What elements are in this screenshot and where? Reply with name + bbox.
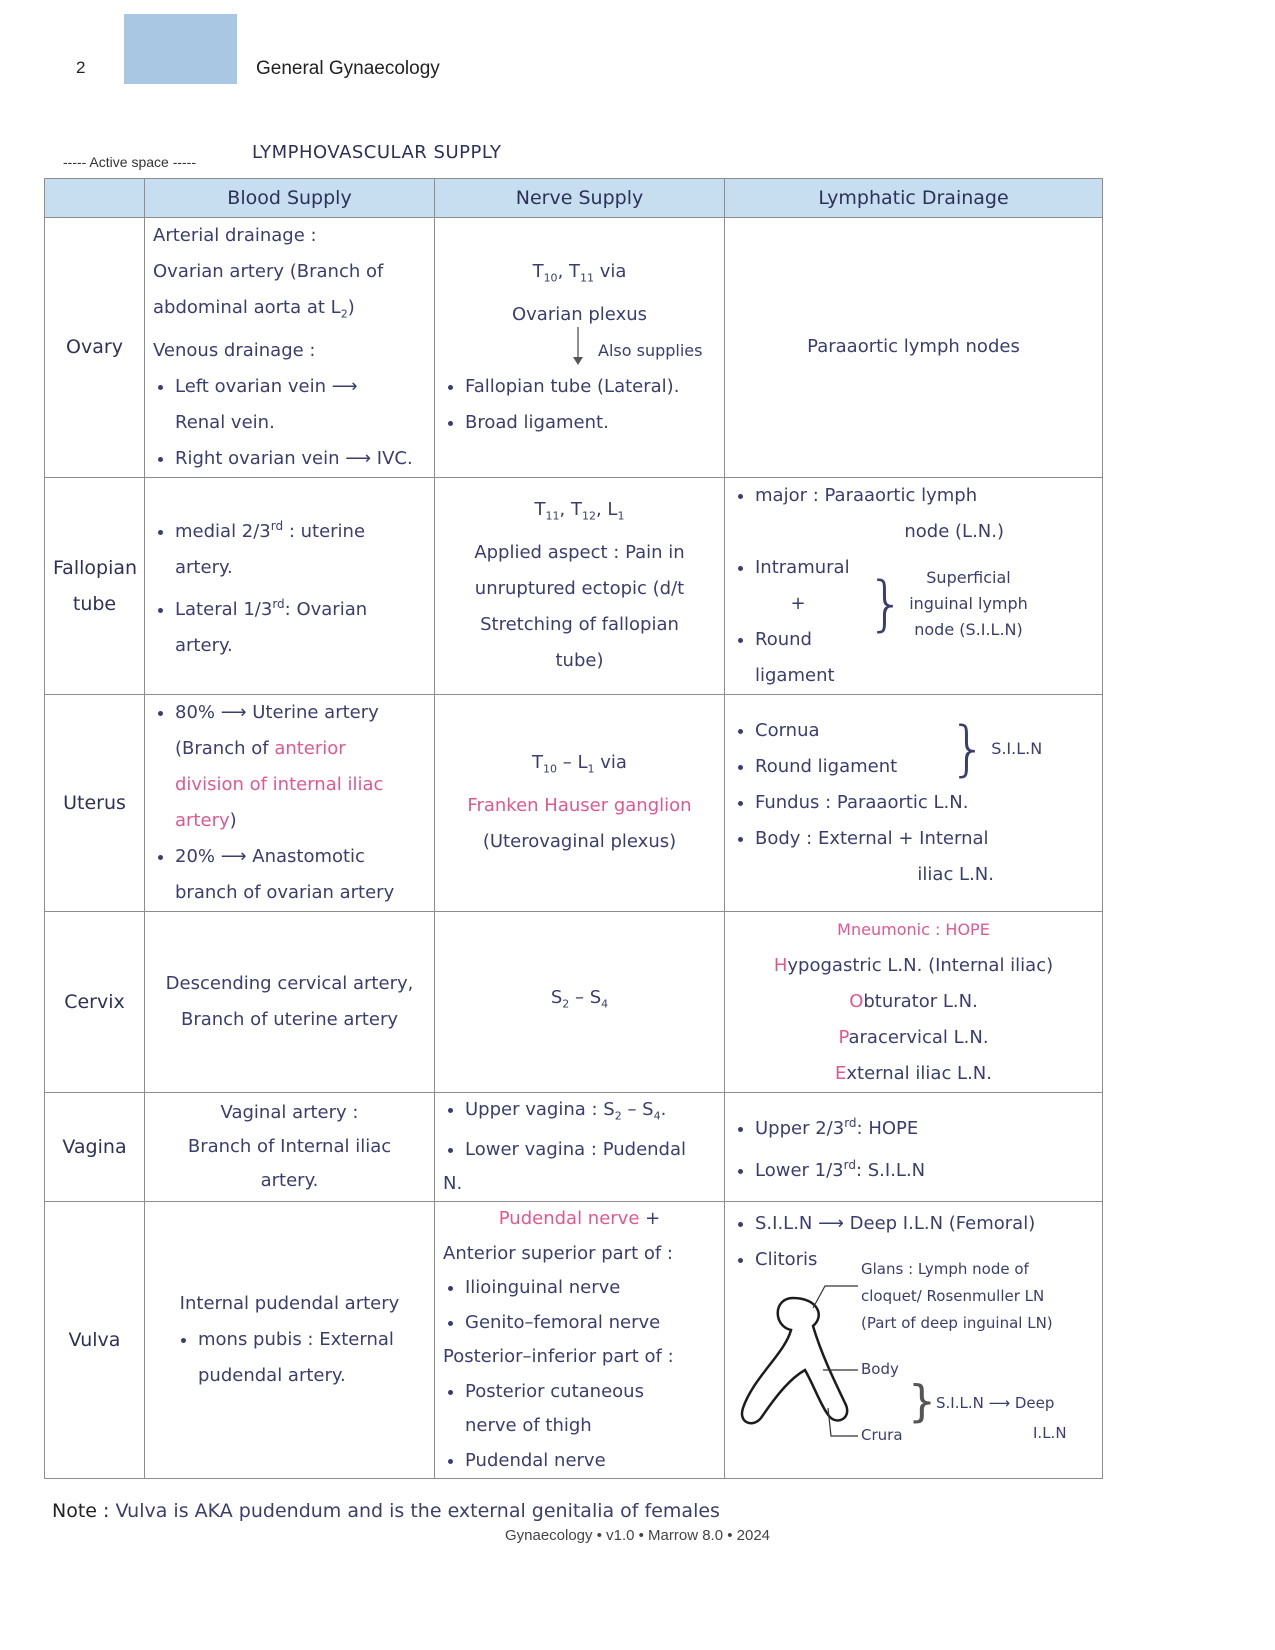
list-item: • Body : External + Internal iliac L.N. [755,821,1094,893]
header-blood-supply: Blood Supply [145,179,435,218]
fallopian-nerve-roots: $T_{11}$, $T_{12}$, $L_1$ [534,499,625,523]
chapter-title: General Gynaecology [256,58,440,79]
lymphovascular-table [44,178,1103,1479]
siln-deep-label: S.I.L.N ⟶ Deep [936,1394,1055,1413]
glans-pointer [813,1286,858,1308]
crura-pointer [828,1408,858,1436]
vulva-blood-supply: Internal pudendal artery • mons pubis : External pudendal artery. [145,1202,435,1479]
list-item: • Fallopian tube (Lateral). [465,369,716,405]
fallopian-lymph-brace-group [733,550,1094,658]
list-item: • Clitoris [755,1242,1094,1278]
list-item: • Upper 2/3rd: HOPE [755,1105,1094,1147]
list-item: • Posterior cutaneous nerve of thigh [465,1375,716,1444]
table-header-row [45,179,1103,218]
ovary-blood-supply [145,218,435,478]
round-ligament-cont: ligament [755,664,835,686]
right-brace-icon: } [867,568,906,639]
vulva-lymphatic-drainage [725,1202,1103,1479]
iln-label: I.L.N [1033,1424,1067,1443]
header-nerve-supply: Nerve Supply [435,179,725,218]
vagina-nerve-supply: • Upper vagina : $S_2 - S_4$. • Lower vagina : Pudendal N. [435,1092,725,1202]
table-row-fallopian-tube [45,477,1103,694]
vulva-nerve-supply: Pudendal nerve + Anterior superior part of : • Ilioinguinal nerve • Genito–femoral nerve Posterior–inferior part of : • Posterior cutaneous nerve of thigh • Pudendal nerve [435,1202,725,1479]
uterus-blood-list [153,695,426,911]
siln-label: Superficial inguinal lymph node (S.I.L.N) [909,567,1028,639]
uterus-nerve-roots: $T_{10} - L_1$ via [532,752,627,776]
list-item: • Upper vagina : $S_2 - S_4$. [465,1093,716,1134]
ovary-nerve-list [443,369,716,441]
footnote: Note : Vulva is AKA pudendum and is the external genitalia of females [52,1500,720,1522]
list-item: • Fundus : Paraaortic L.N. [755,785,1094,821]
ovary-lymphatic-drainage: Paraaortic lymph nodes [725,218,1103,478]
cervix-nerve-supply: $S_2 - S_4$ [435,911,725,1092]
also-supplies-arrow [443,333,716,369]
ovary-arterial-label: Arterial drainage : [153,225,317,246]
list-item: • Round ligament [755,749,945,785]
list-item: • S.I.L.N ⟶ Deep I.L.N (Femoral) [755,1206,1094,1242]
plus-sign: + [790,592,806,614]
table-row-vagina [45,1092,1103,1202]
row-label-vagina: Vagina [45,1092,145,1202]
list-item: • Broad ligament. [465,405,716,441]
list-item: • Intramural [755,550,863,586]
hope-mnemonic: Mneumonic : HOPE [837,919,990,939]
ovary-nerve-roots: $T_{10}$, $T_{11}$ via [532,261,627,285]
row-label-cervix: Cervix [45,911,145,1092]
uterus-lymphatic-drainage [725,694,1103,911]
siln-label: S.I.L.N [991,738,1043,758]
list-item: • 20% ⟶ Anastomotic branch of ovarian artery [175,839,426,911]
list-item: • Ilioinguinal nerve [465,1271,716,1306]
page-number: 2 [76,58,86,77]
right-brace-icon: } [949,713,988,784]
vagina-lymphatic-drainage [725,1092,1103,1202]
section-title: LYMPHOVASCULAR SUPPLY [252,142,502,163]
row-label-uterus: Uterus [45,694,145,911]
down-arrow-icon [568,327,588,367]
fallopian-lymph-major [733,478,1094,550]
crura-label: Crura [861,1426,903,1445]
fallopian-nerve-supply: $T_{11}$, $T_{12}$, $L_1$ Applied aspect : Pain in unruptured ectopic (d/t Stretching of fallopian tube) [435,477,725,694]
ovary-venous-label: Venous drainage : [153,339,316,361]
ovary-nerve-plexus: Ovarian plexus [511,303,648,325]
glans-label: Glans : Lymph node of cloquet/ Rosenmuller LN (Part of deep inguinal LN) [861,1260,1053,1333]
ovary-venous-list [153,369,426,477]
ovary-arterial-text-1: Ovarian artery (Branch of [153,261,384,282]
fallopian-lymphatic-drainage [725,477,1103,694]
list-item: • medial 2/3rd : uterine artery. [175,508,426,586]
list-item: • Lower vagina : Pudendal [465,1133,716,1167]
ovary-arterial-text-2: abdominal aorta at $L_2$) [153,297,355,321]
uterus-nerve-supply: $T_{10} - L_1$ via Franken Hauser ganglion (Uterovaginal plexus) [435,694,725,911]
table-row-cervix [45,911,1103,1092]
cervix-lymphatic-drainage: Mneumonic : HOPE Hypogastric L.N. (Internal iliac) Obturator L.N. Paracervical L.N. External iliac L.N. [725,911,1103,1092]
row-label-vulva: Vulva [45,1202,145,1479]
uterus-blood-supply [145,694,435,911]
list-item: • Right ovarian vein ⟶ IVC. [175,441,426,477]
table-row-uterus [45,694,1103,911]
active-space-label: ----- Active space ----- [63,154,196,170]
list-item: • Lateral 1/3rd: Ovarian artery. [175,586,426,664]
body-label: Body [861,1360,899,1379]
cervix-blood-supply: Descending cervical artery, Branch of uterine artery [145,911,435,1092]
page-footer: Gynaecology • v1.0 • Marrow 8.0 • 2024 [504,1527,771,1544]
header-color-block [124,14,237,84]
table-row-ovary [45,218,1103,478]
ovary-nerve-supply [435,218,725,478]
uterus-lymph-brace-group [733,713,1094,785]
table-row-vulva [45,1202,1103,1479]
row-label-fallopian-tube: Fallopian tube [45,477,145,694]
list-item: • 80% ⟶ Uterine artery (Branch of anterior division of internal iliac artery) [175,695,426,839]
list-item: • mons pubis : External pudendal artery. [198,1322,426,1394]
list-item: • Pudendal nerve [465,1444,716,1479]
list-item: • Round [755,622,863,658]
row-label-ovary: Ovary [45,218,145,478]
right-brace-icon: } [908,1376,936,1428]
fallopian-blood-list [153,508,426,664]
vagina-blood-supply: Vaginal artery : Branch of Internal iliac artery. [145,1092,435,1202]
list-item: • Genito–femoral nerve [465,1306,716,1341]
fallopian-blood-supply [145,477,435,694]
also-supplies-label: Also supplies [598,340,703,360]
header-lymphatic-drainage: Lymphatic Drainage [725,179,1103,218]
list-item: • major : Paraaortic lymph node (L.N.) [755,478,1094,550]
list-item: • Lower 1/3rd: S.I.L.N [755,1147,1094,1189]
clitoris-shape [742,1298,847,1423]
list-item: • Left ovarian vein ⟶ Renal vein. [175,369,426,441]
frankenhauser-ganglion: Franken Hauser ganglion [467,794,692,816]
header-empty-cell [45,179,145,218]
list-item: • Cornua [755,713,945,749]
